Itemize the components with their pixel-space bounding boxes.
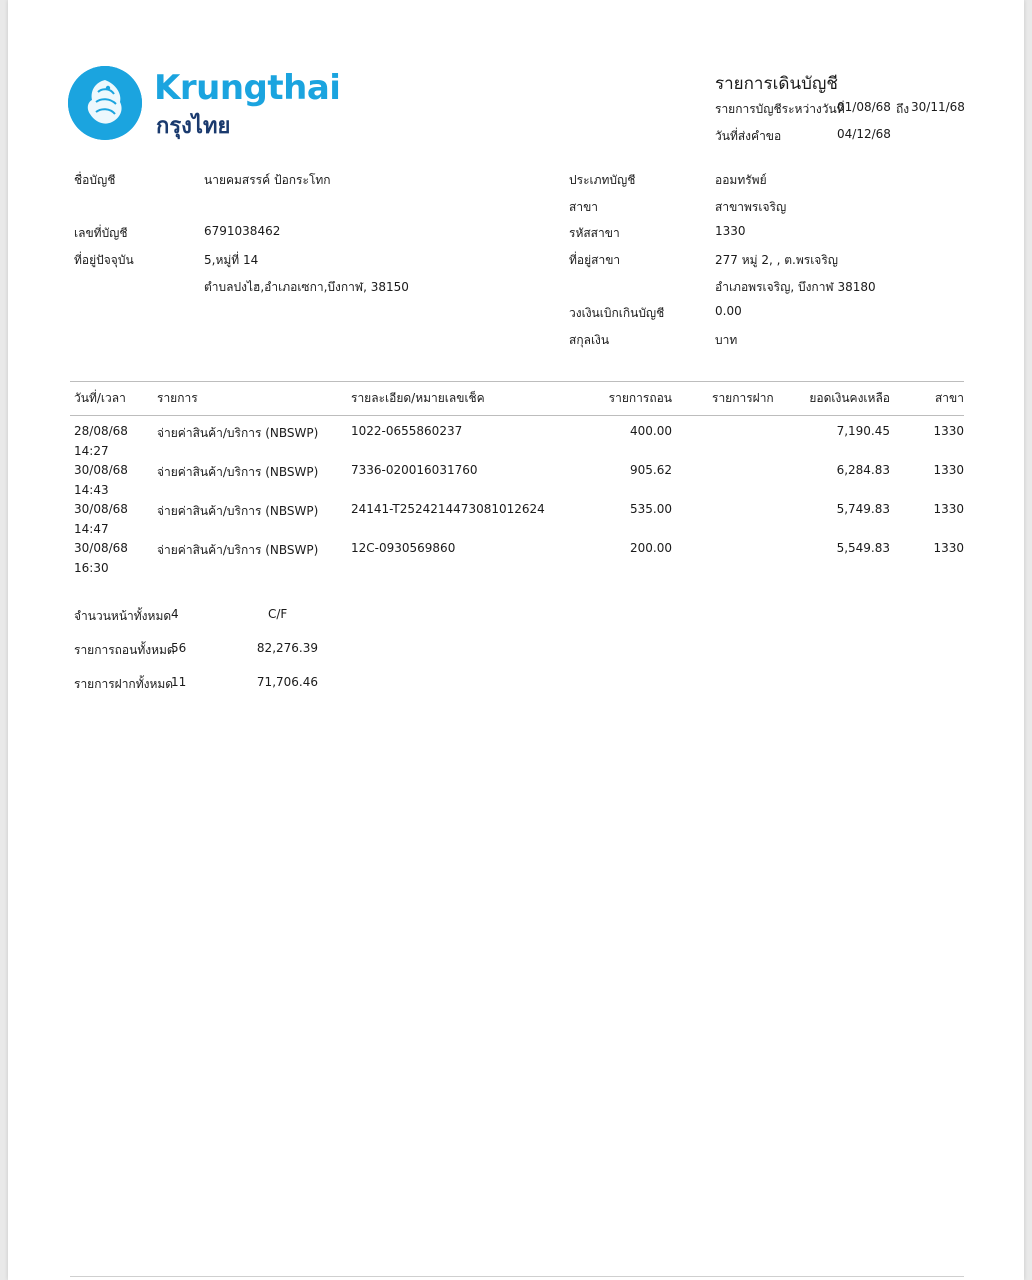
row-date: 30/08/68	[74, 502, 128, 516]
branch-label: สาขา	[569, 200, 599, 214]
summary-deposit-total: 71,706.46	[256, 675, 318, 689]
summary-pages-value: C/F	[268, 607, 288, 621]
row-date: 30/08/68	[74, 541, 128, 555]
row-branch: 1330	[933, 541, 964, 555]
summary-deposit-count: 11	[171, 675, 187, 689]
branch-address-line1: 277 หมู่ 2, , ต.พรเจริญ	[715, 253, 839, 267]
period-to: 30/11/68	[911, 100, 965, 114]
summary-withdraw-label: รายการถอนทั้งหมด	[74, 643, 175, 657]
summary-pages-label: จำนวนหน้าทั้งหมด	[74, 609, 172, 623]
row-balance: 5,749.83	[836, 502, 890, 516]
branch-value: สาขาพรเจริญ	[715, 200, 787, 214]
summary-withdraw-count: 56	[171, 641, 187, 655]
request-date-label: วันที่ส่งคำขอ	[715, 129, 782, 143]
period-from: 01/08/68	[837, 100, 891, 114]
statement-page	[8, 0, 1024, 1280]
branch-address-line2: อำเภอพรเจริญ, บึงกาฬ 38180	[715, 280, 876, 294]
table-header-rule	[70, 415, 964, 416]
row-time: 14:47	[74, 522, 109, 536]
row-detail: 1022-0655860237	[351, 424, 463, 438]
row-time: 16:30	[74, 561, 109, 575]
row-desc: จ่ายค่าสินค้า/บริการ (NBSWP)	[157, 504, 319, 518]
address-line1: 5,หมู่ที่ 14	[204, 253, 259, 267]
summary-withdraw-total: 82,276.39	[256, 641, 318, 655]
account-type-value: ออมทรัพย์	[715, 173, 767, 187]
page-bottom-rule	[70, 1276, 964, 1277]
overdraft-label: วงเงินเบิกเกินบัญชี	[569, 306, 665, 320]
row-balance: 5,549.83	[836, 541, 890, 555]
col-header-datetime: วันที่/เวลา	[74, 391, 126, 405]
row-withdraw: 400.00	[630, 424, 672, 438]
row-branch: 1330	[933, 463, 964, 477]
account-number-label: เลขที่บัญชี	[74, 226, 128, 240]
address-line2: ตำบลปงไฮ,อำเภอเซกา,บึงกาฬ, 38150	[204, 280, 409, 294]
col-header-deposit: รายการฝาก	[712, 391, 774, 405]
account-name-label: ชื่อบัญชี	[74, 173, 116, 187]
krungthai-bird-icon	[68, 66, 142, 140]
brand-name-th: กรุงไทย	[156, 114, 231, 139]
account-type-label: ประเภทบัญชี	[569, 173, 636, 187]
row-withdraw: 905.62	[630, 463, 672, 477]
row-desc: จ่ายค่าสินค้า/บริการ (NBSWP)	[157, 543, 319, 557]
request-date: 04/12/68	[837, 127, 891, 141]
row-branch: 1330	[933, 424, 964, 438]
currency-value: บาท	[715, 333, 738, 347]
col-header-balance: ยอดเงินคงเหลือ	[809, 391, 890, 405]
bank-logo	[68, 66, 341, 142]
account-number-value: 6791038462	[204, 224, 281, 238]
statement-title: รายการเดินบัญชี	[715, 74, 838, 94]
row-date: 28/08/68	[74, 424, 128, 438]
col-header-withdraw: รายการถอน	[608, 391, 672, 405]
table-top-rule	[70, 381, 964, 382]
row-desc: จ่ายค่าสินค้า/บริการ (NBSWP)	[157, 465, 319, 479]
summary-pages-count: 4	[171, 607, 179, 621]
period-to-word: ถึง	[896, 102, 910, 116]
currency-label: สกุลเงิน	[569, 333, 610, 347]
row-balance: 6,284.83	[836, 463, 890, 477]
row-withdraw: 535.00	[630, 502, 672, 516]
branch-code-label: รหัสสาขา	[569, 226, 620, 240]
period-label: รายการบัญชีระหว่างวันที่	[715, 102, 845, 116]
col-header-desc: รายการ	[157, 391, 198, 405]
row-detail: 24141-T2524214473081012624	[351, 502, 545, 516]
row-time: 14:43	[74, 483, 109, 497]
overdraft-value: 0.00	[715, 304, 742, 318]
address-label: ที่อยู่ปัจจุบัน	[74, 253, 134, 267]
row-time: 14:27	[74, 444, 109, 458]
branch-address-label: ที่อยู่สาขา	[569, 253, 621, 267]
row-desc: จ่ายค่าสินค้า/บริการ (NBSWP)	[157, 426, 319, 440]
row-branch: 1330	[933, 502, 964, 516]
col-header-branch: สาขา	[934, 391, 964, 405]
row-detail: 12C-0930569860	[351, 541, 456, 555]
account-name-value: นายคมสรรค์ ป้อกระโทก	[204, 173, 331, 187]
branch-code-value: 1330	[715, 224, 746, 238]
row-balance: 7,190.45	[836, 424, 890, 438]
row-withdraw: 200.00	[630, 541, 672, 555]
summary-deposit-label: รายการฝากทั้งหมด	[74, 677, 174, 691]
brand-name-en: Krungthai	[154, 68, 341, 108]
row-date: 30/08/68	[74, 463, 128, 477]
col-header-detail: รายละเอียด/หมายเลขเช็ค	[351, 391, 485, 405]
row-detail: 7336-020016031760	[351, 463, 478, 477]
